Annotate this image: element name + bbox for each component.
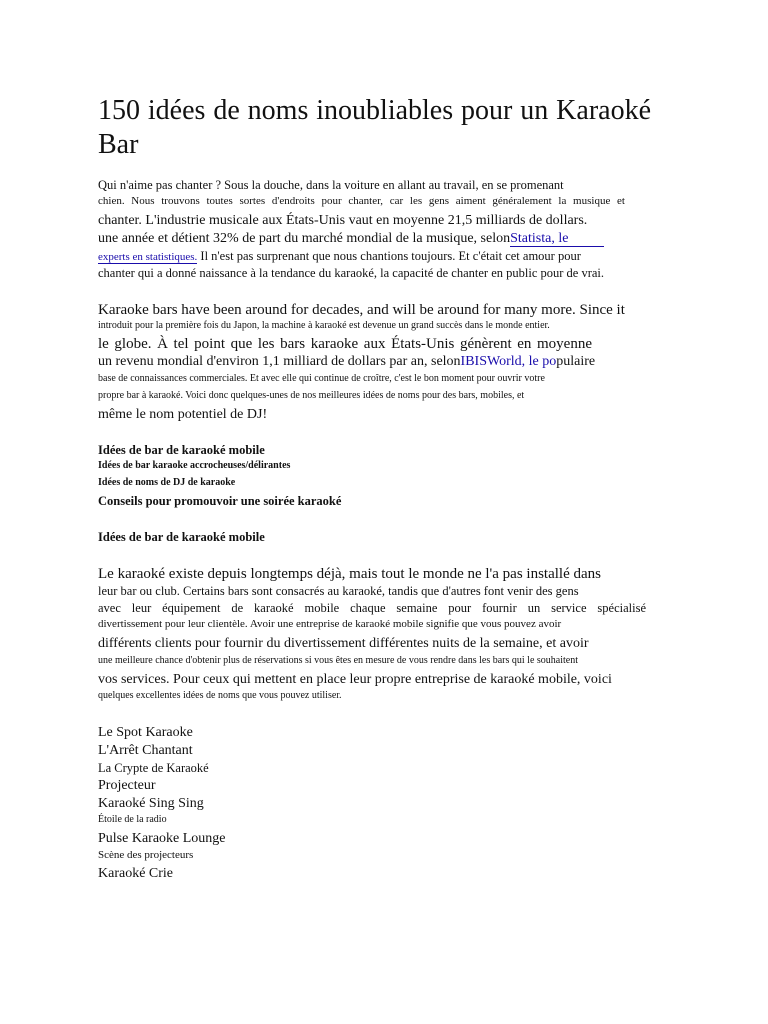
statista-link[interactable]: Statista, le	[510, 231, 604, 247]
name-item: Étoile de la radio	[98, 814, 167, 825]
name-item: L'Arrêt Chantant	[98, 743, 193, 758]
statistics-experts-link[interactable]: experts en statistiques.	[98, 251, 198, 263]
name-item: Pulse Karaoke Lounge	[98, 831, 226, 846]
intro-line-5	[98, 249, 581, 264]
para2-line-5: base de connaissances commerciales. Et avec elle qui continue de croître, c'est le bon moment pour ouvrir votre	[98, 373, 545, 384]
para3-line-4: divertissement pour leur clientèle. Avoir une entreprise de karaoké mobile signifie que vous pouvez avoir	[98, 618, 562, 630]
para3-line-7: vos services. Pour ceux qui mettent en place leur propre entreprise de karaoké mobile, voici	[98, 672, 612, 687]
intro-line-4	[98, 231, 604, 247]
para2-line-3: le globe. À tel point que les bars karaoke aux États-Unis génèrent en moyenne	[98, 336, 592, 352]
ibisworld-link[interactable]: IBISWorld, le po	[460, 354, 557, 369]
name-item: Projecteur	[98, 778, 156, 793]
toc-item[interactable]: Idées de bar de karaoké mobile	[98, 443, 265, 457]
toc-item[interactable]: Conseils pour promouvoir une soirée karaoké	[98, 494, 342, 508]
name-item: Karaoké Sing Sing	[98, 796, 204, 811]
para3-line-1: Le karaoké existe depuis longtemps déjà, mais tout le monde ne l'a pas installé dans	[98, 566, 601, 582]
para2-line-6: propre bar à karaoké. Voici donc quelques-unes de nos meilleures idées de noms pour des bars, mobiles, et	[98, 390, 525, 401]
para2-line-4-end: pulaire	[556, 354, 596, 369]
para3-line-2: leur bar ou club. Certains bars sont consacrés au karaoké, tandis que d'autres font venir des gens	[98, 584, 579, 598]
para3-line-8: quelques excellentes idées de noms que vous pouvez utiliser.	[98, 690, 342, 701]
intro-line-4-text: une année et détient 32% de part du marché mondial de la musique, selon	[98, 231, 511, 246]
para3-line-5: différents clients pour fournir du divertissement différentes nuits de la semaine, et avoir	[98, 636, 589, 651]
intro-line-1: Qui n'aime pas chanter ? Sous la douche, dans la voiture en allant au travail, en se promenant	[98, 178, 564, 192]
para2-line-2: introduit pour la première fois du Japon, la machine à karaoké est devenue un grand succès dans le monde entier.	[98, 320, 550, 331]
name-item: Karaoké Crie	[98, 866, 174, 881]
page-title: 150 idées de noms inoubliables pour un Karaoké Bar	[98, 95, 651, 160]
toc-item[interactable]: Idées de noms de DJ de karaoke	[98, 477, 236, 488]
para3-line-6: une meilleure chance d'obtenir plus de réservations si vous êtes en mesure de vous rendre dans les bars qui le souhaitent	[98, 655, 578, 666]
intro-line-5-text: Il n'est pas surprenant que nous chantions toujours. Et c'était cet amour pour	[197, 249, 581, 263]
para2-line-4-text: un revenu mondial d'environ 1,1 milliard de dollars par an, selon	[98, 354, 461, 369]
intro-line-6: chanter qui a donné naissance à la tendance du karaoké, la capacité de chanter en public pour de vrai.	[98, 266, 605, 280]
para2-line-7: même le nom potentiel de DJ!	[98, 407, 268, 422]
para2-line-4	[98, 354, 595, 370]
intro-line-3: chanter. L'industrie musicale aux États-Unis vaut en moyenne 21,5 milliards de dollars.	[98, 213, 588, 228]
section-heading: Idées de bar de karaoké mobile	[98, 530, 265, 544]
name-item: Scène des projecteurs	[98, 849, 194, 861]
para3-line-3: avec leur équipement de karaoké mobile chaque semaine pour fournir un service spécialisé	[98, 601, 646, 615]
para2-line-1: Karaoke bars have been around for decades, and will be around for many more. Since it	[98, 302, 625, 318]
toc-item[interactable]: Idées de bar karaoke accrocheuses/délirantes	[98, 460, 291, 471]
intro-line-2: chien. Nous trouvons toutes sortes d'endroits pour chanter, car les gens aiment généralement la musique et	[98, 195, 625, 207]
name-item: La Crypte de Karaoké	[98, 761, 209, 775]
name-item: Le Spot Karaoke	[98, 725, 193, 740]
